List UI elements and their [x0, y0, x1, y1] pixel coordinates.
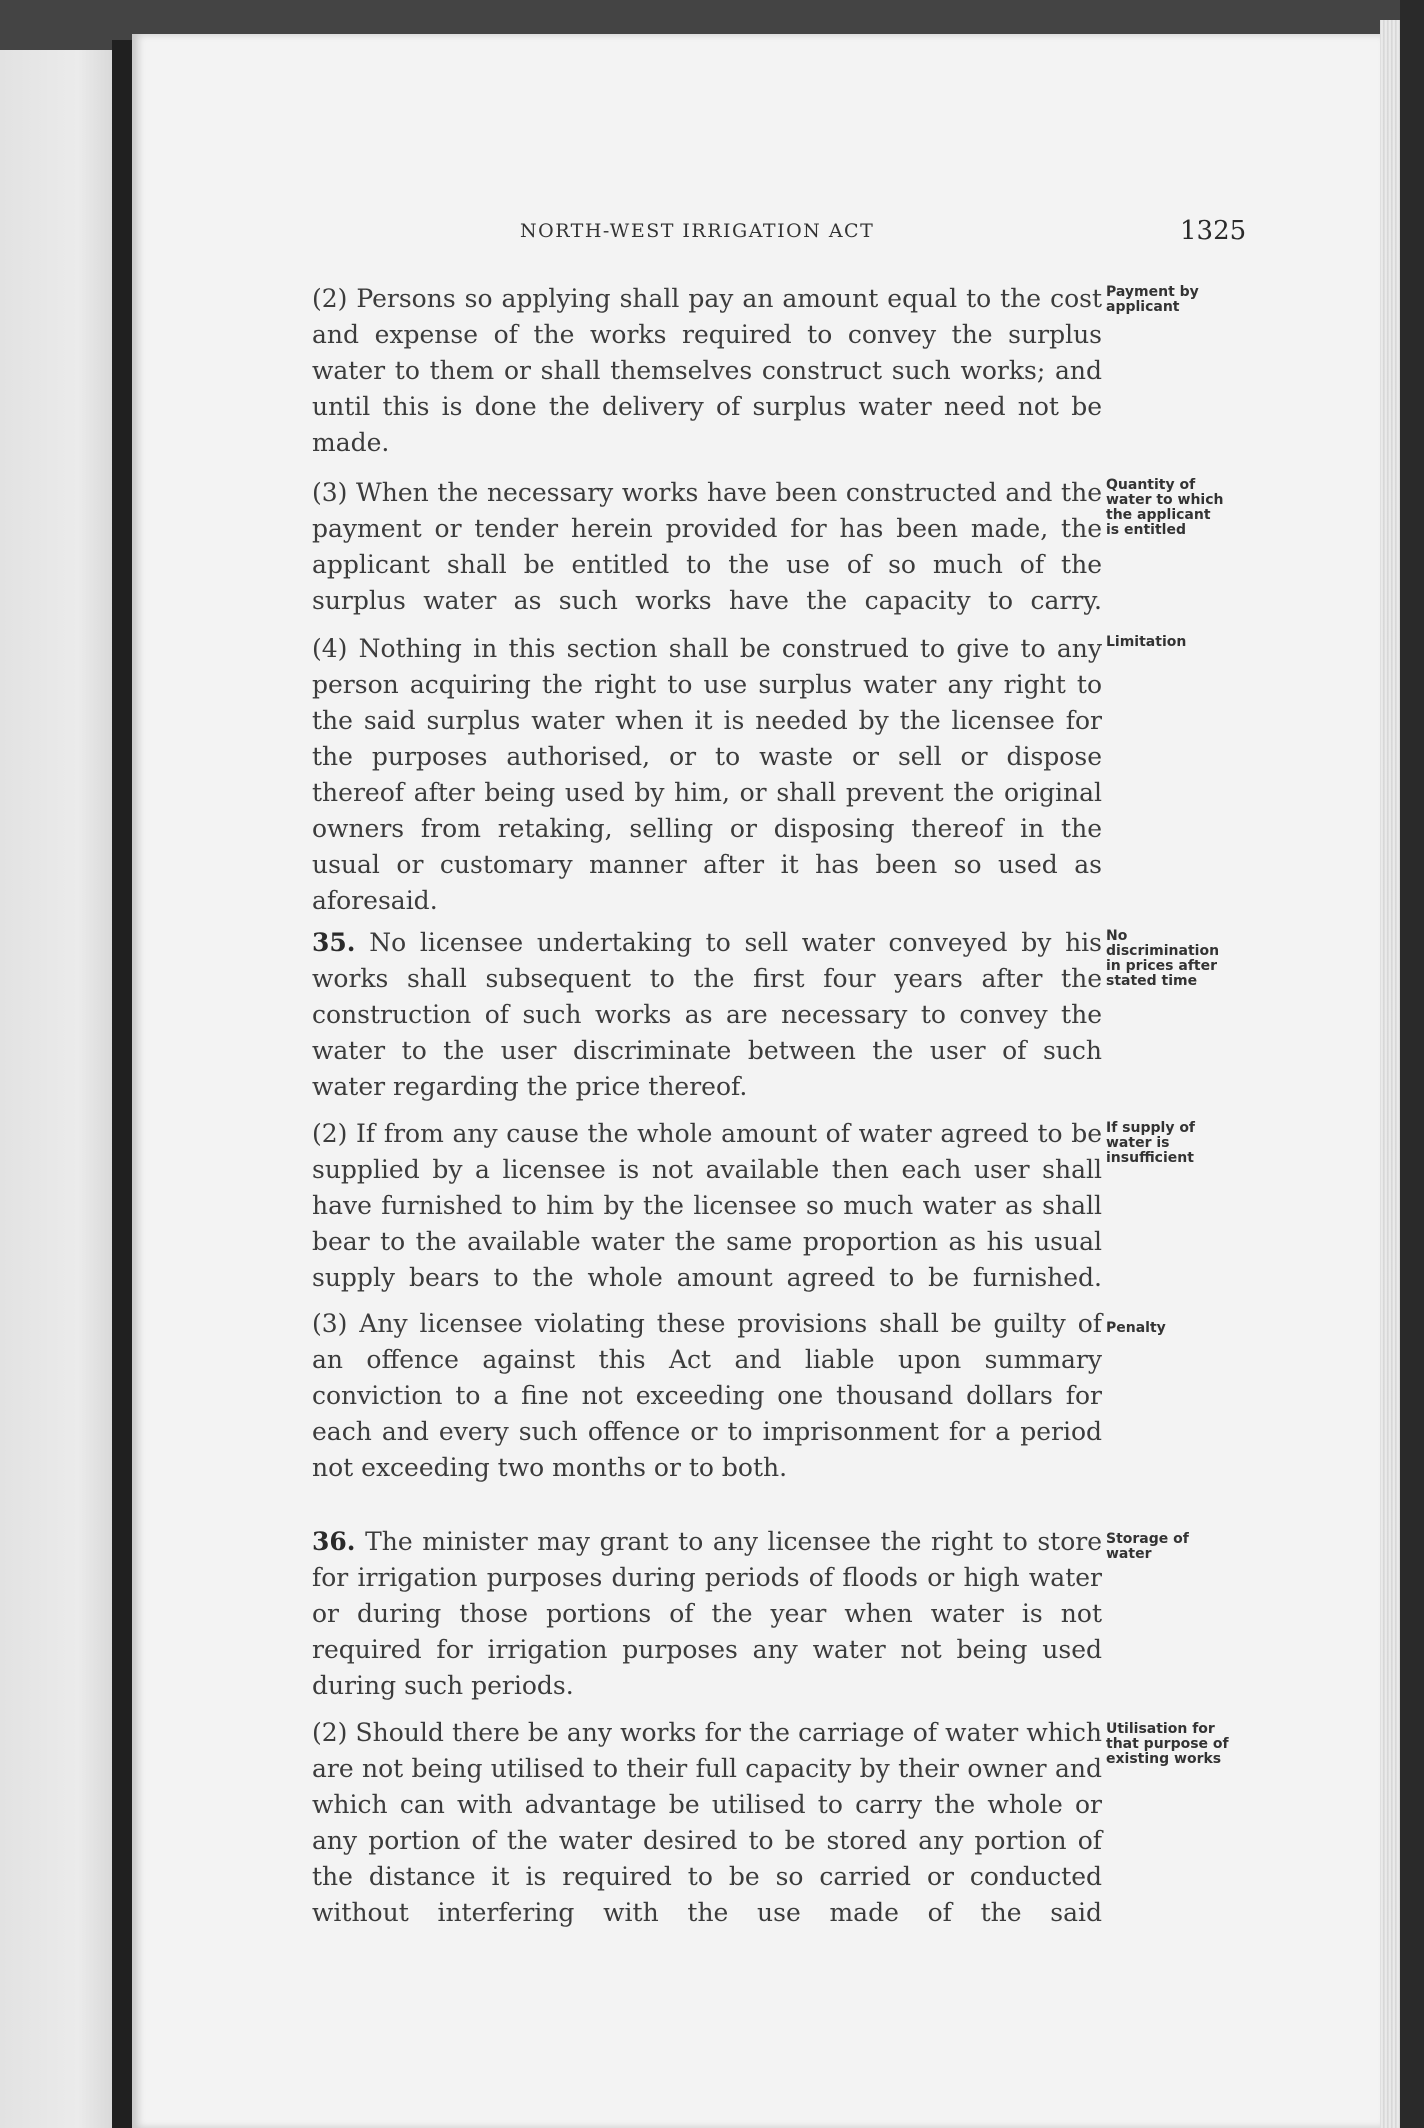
margin-note-penalty: Penalty [1106, 1320, 1166, 1336]
paragraph-34-3: (3) When the necessary works have been constructed and the payment or tender herein provided for has been made, the applicant shall be entitled to the use of so much of the surplus water as such works have the capacity to carry. [312, 478, 1102, 615]
book-gutter [112, 40, 132, 2128]
margin-note-discrimination: No discrimination in prices after stated time [1106, 928, 1220, 989]
page-stack-edge [1380, 20, 1400, 2128]
scan-border [1400, 0, 1424, 2128]
margin-note-quantity: Quantity of water to which the applicant is entitled [1106, 477, 1224, 538]
running-title: NORTH-WEST IRRIGATION ACT [520, 220, 875, 242]
paragraph-34-2: (2) Persons so applying shall pay an amount equal to the cost and expense of the works required to convey the surplus water to them or shall themselves construct such works; and until this is done the delivery of surplus water need not be made. [312, 284, 1102, 457]
margin-note-supply: If supply of water is insufficient [1106, 1120, 1196, 1166]
paragraph-35-2: (2) If from any cause the whole amount of water agreed to be supplied by a licensee is not available then each user shall have furnished to him by the licensee so much water as shall bear to the available water the same proportion as his usual supply bears to the whole amount agreed to be furnished. [312, 1119, 1102, 1292]
paragraph-36-2: (2) Should there be any works for the carriage of water which are not being utilised to their full capacity by their owner and which can with advantage be utilised to carry the whole or any portion of the water desired to be stored any portion of the distance it is required to be so carried or conducted without interfering with the use made of the said [312, 1718, 1102, 1927]
margin-note-payment: Payment by applicant [1106, 284, 1199, 315]
paragraph-36: 36. The minister may grant to any licensee the right to store for irrigation purposes during periods of floods or high water or during those portions of the year when water is not required for irrigation purposes any water not being used during such periods. [312, 1527, 1103, 1700]
paragraph-34-4: (4) Nothing in this section shall be construed to give to any person acquiring the right to use surplus water any right to the said surplus water when it is needed by the licensee for the purposes authorised, or to waste or sell or dispose thereof after being used by him, or shall prevent the original owners from retaking, selling or disposing thereof in the usual or customary manner after it has been so used as aforesaid. [312, 634, 1102, 915]
margin-note-storage: Storage of water [1106, 1531, 1189, 1562]
margin-note-limitation: Limitation [1106, 634, 1187, 650]
section-number: 35. [312, 928, 356, 957]
section-number: 36. [312, 1527, 356, 1556]
margin-note-utilisation: Utilisation for that purpose of existing works [1106, 1721, 1229, 1767]
paragraph-35-3: (3) Any licensee violating these provisions shall be guilty of an offence against this Act and liable upon summary conviction to a fine not exceeding one thousand dollars for each and every such offence or to imprisonment for a period not exceeding two months or to both. [312, 1309, 1102, 1482]
paragraph-35: 35. No licensee undertaking to sell water conveyed by his works shall subsequent to the first four years after the construction of such works as are necessary to convey the water to the user discriminate between the user of such water regarding the price thereof. [312, 928, 1102, 1101]
page-number: 1325 [1180, 216, 1247, 246]
facing-page-edge [0, 50, 112, 2128]
